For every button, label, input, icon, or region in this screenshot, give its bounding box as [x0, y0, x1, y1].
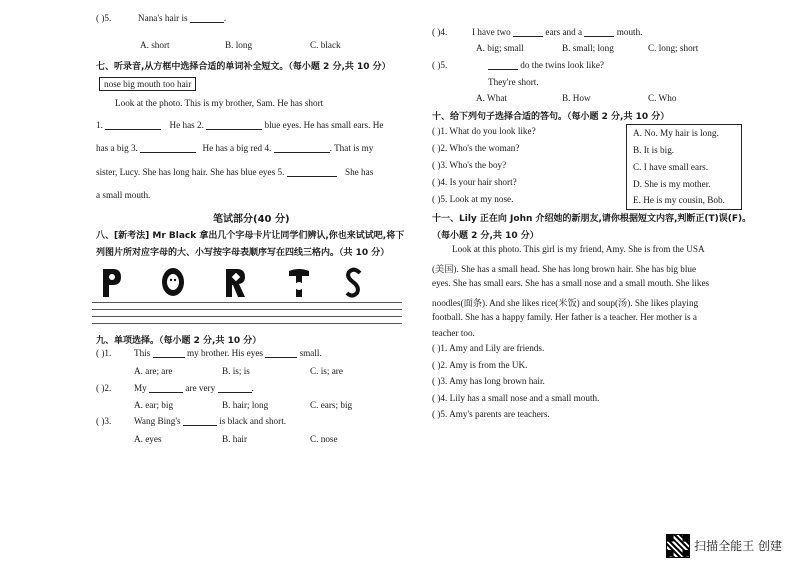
tf-item-1: ( )1. Amy and Lily are friends. — [432, 343, 545, 353]
passage-line-3: has a big 3. He has a big red 4. . That is my — [96, 143, 374, 153]
q2-option-c: C. ears; big — [310, 400, 353, 410]
tf-item-4: ( )4. Lily has a small nose and a small mouth. — [432, 393, 600, 403]
q5-reply: They're short. — [488, 77, 539, 87]
section-11-title-line-2: （每小题 2 分,共 10 分） — [432, 231, 539, 241]
q3-option-a: A. eyes — [134, 434, 162, 444]
passage-line-5: a small mouth. — [96, 190, 151, 200]
q5-option-c: C. Who — [648, 93, 677, 103]
q1-option-c: C. is; are — [310, 366, 343, 376]
q1-option-a: A. are; are — [134, 366, 173, 376]
sec11-passage-line-3: eyes. She has small ears. She has a small nose and a small mouth. She likes — [432, 278, 710, 288]
sec11-passage-line-1: Look at this photo. This girl is my friend, Amy. She is from the USA — [452, 244, 705, 254]
four-line-grid[interactable] — [92, 302, 402, 324]
sec11-passage-line-4: noodles(面条). And she likes rice(米饭) and soup(汤). She likes playing — [432, 298, 699, 308]
sec11-passage-line-5: football. She has a happy family. Her father is a teacher. Her mother is a — [432, 312, 697, 322]
q1-text: This my brother. His eyes small. — [134, 348, 322, 358]
passage-line-4: sister, Lucy. She has long hair. She has blue eyes 5. She has — [96, 167, 374, 177]
q4-option-b: B. small; long — [562, 43, 614, 53]
q1-option-b: B. is; is — [222, 366, 250, 376]
qr-code-icon — [666, 534, 690, 558]
tf-item-3: ( )3. Amy has long brown hair. — [432, 376, 545, 386]
left-q5-option-c: C. black — [310, 40, 341, 50]
q2-text: My are very . — [134, 383, 254, 393]
section-11-title: 十一、Lily 正在向 John 介绍她的新朋友,请你根据短文内容,判断正(T)误(F)。 — [432, 214, 752, 224]
answer-b: B. It is big. — [633, 145, 675, 155]
letter-card-t — [286, 267, 312, 299]
q2-option-b: B. hair; long — [222, 400, 269, 410]
answer-c: C. I have small ears. — [633, 162, 709, 172]
left-q5-option-b: B. long — [225, 40, 253, 50]
q4-option-c: C. long; short — [648, 43, 699, 53]
section-7-title: 七、听录音,从方框中选择合适的单词补全短文。（每小题 2 分,共 10 分） — [96, 62, 391, 72]
letter-card-p — [100, 267, 122, 299]
q4-number: ( )4. — [432, 27, 448, 37]
sec10-question-5: ( )5. Look at my nose. — [432, 194, 514, 204]
letter-card-s — [345, 267, 363, 299]
q5-text: do the twins look like? — [488, 60, 604, 70]
written-section-title: 笔试部分(40 分) — [213, 214, 290, 225]
q5-option-b: B. How — [562, 93, 591, 103]
q3-option-b: B. hair — [222, 434, 248, 444]
q3-number: ( )3. — [96, 416, 112, 426]
passage-line-1: Look at the photo. This is my brother, Sam. He has short — [115, 98, 324, 108]
q1-number: ( )1. — [96, 348, 112, 358]
q5-number: ( )5. — [432, 60, 448, 70]
sec11-passage-line-2: (美国). She has a small head. She has long brown hair. She has big blue — [432, 264, 697, 274]
q2-number: ( )2. — [96, 383, 112, 393]
sec11-passage-line-6: teacher too. — [432, 328, 475, 338]
passage-line-2: 1. He has 2. blue eyes. He has small ears. He — [96, 120, 384, 130]
left-q5-number: ( )5. — [96, 13, 112, 23]
scanner-watermark: 扫描全能王 创建 — [694, 539, 782, 553]
letter-card-o — [160, 266, 186, 298]
section-8-title-line-2: 列图片所对应字母的大、小写按字母表顺序写在四线三格内。（共 10 分） — [96, 248, 390, 258]
answer-e: E. He is my cousin, Bob. — [633, 195, 725, 205]
section-10-title: 十、给下列句子选择合适的答句。（每小题 2 分,共 10 分） — [432, 112, 670, 122]
tf-item-5: ( )5. Amy's parents are teachers. — [432, 409, 550, 419]
sec10-question-2: ( )2. Who's the woman? — [432, 143, 520, 153]
letter-card-r — [224, 267, 246, 299]
q3-option-c: C. nose — [310, 434, 338, 444]
left-q5-text: Nana's hair is . — [138, 13, 227, 23]
sec10-question-3: ( )3. Who's the boy? — [432, 160, 507, 170]
sec10-question-1: ( )1. What do you look like? — [432, 126, 536, 136]
sec10-question-4: ( )4. Is your hair short? — [432, 177, 517, 187]
q2-option-a: A. ear; big — [134, 400, 174, 410]
answer-d: D. She is my mother. — [633, 179, 711, 189]
q4-text: I have two ears and a mouth. — [472, 27, 643, 37]
q4-option-a: A. big; small — [476, 43, 524, 53]
tf-item-2: ( )2. Amy is from the UK. — [432, 360, 528, 370]
word-box: nose big mouth too hair — [99, 77, 196, 91]
q5-option-a: A. What — [476, 93, 507, 103]
left-q5-option-a: A. short — [140, 40, 170, 50]
section-9-title: 九、单项选择。（每小题 2 分,共 10 分） — [96, 336, 262, 346]
q3-text: Wang Bing's is black and short. — [134, 416, 287, 426]
answer-box — [626, 124, 742, 210]
section-8-title: 八、[新考法] Mr Black 拿出几个字母卡片让同学们辨认,你也来试试吧,将下 — [96, 231, 405, 241]
answer-a: A. No. My hair is long. — [633, 128, 719, 138]
